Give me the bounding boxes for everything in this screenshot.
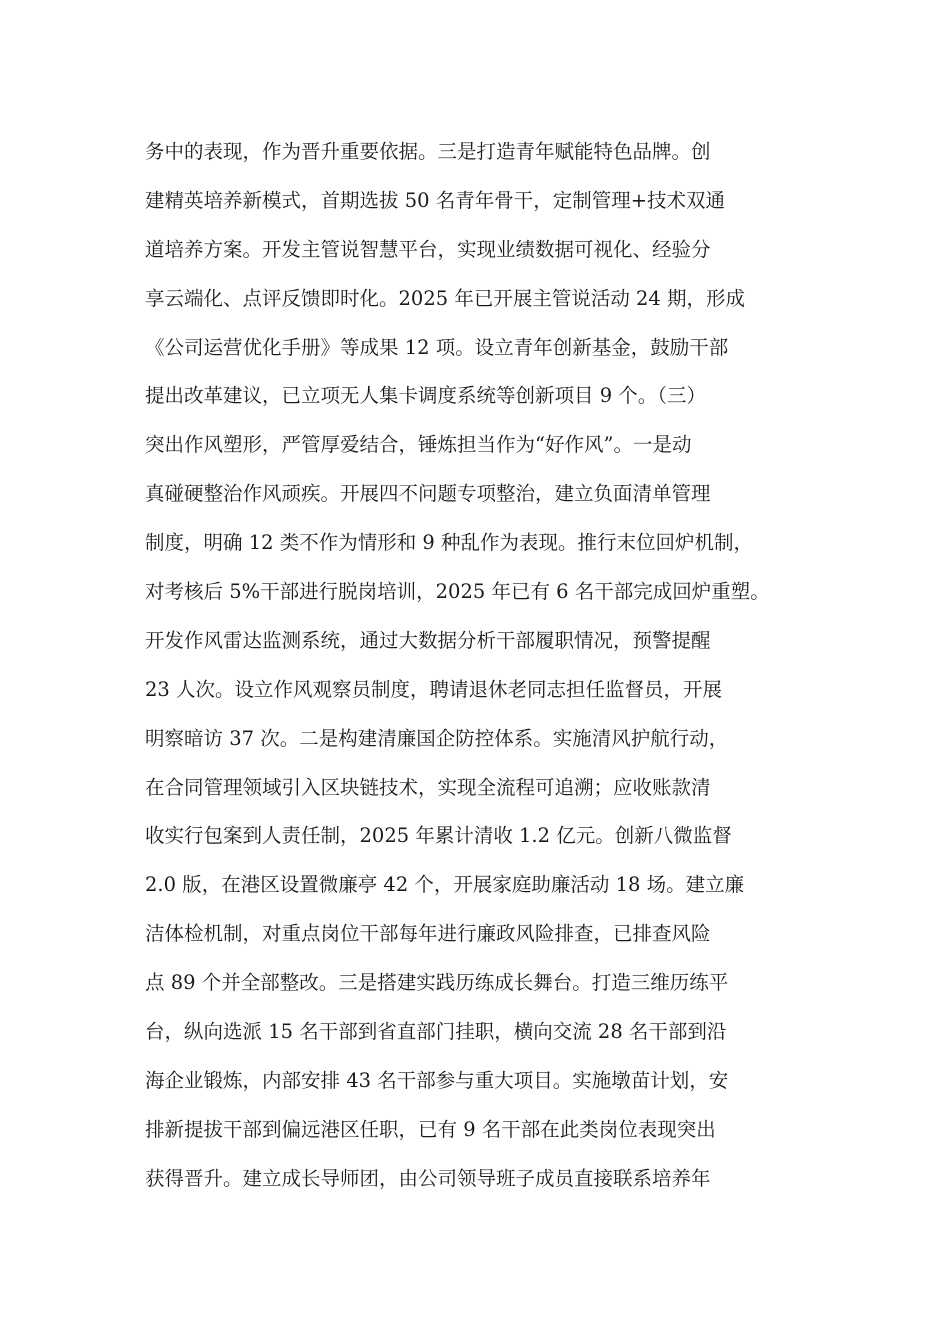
text-line: 《公司运营优化手册》等成果 12 项。设立青年创新基金，鼓励干部 bbox=[145, 335, 729, 359]
text-line: 突出作风塑形，严管厚爱结合，锤炼担当作为“好作风”。一是动 bbox=[145, 433, 692, 457]
text-line: 洁体检机制，对重点岗位干部每年进行廉政风险排查，已排查风险 bbox=[145, 922, 711, 946]
text-line: 提出改革建议，已立项无人集卡调度系统等创新项目 9 个。（三） bbox=[145, 384, 707, 408]
text-line: 获得晋升。建立成长导师团，由公司领导班子成员直接联系培养年 bbox=[145, 1166, 711, 1190]
text-line: 明察暗访 37 次。二是构建清廉国企防控体系。实施清风护航行动， bbox=[145, 726, 729, 750]
text-line: 道培养方案。开发主管说智慧平台，实现业绩数据可视化、经验分 bbox=[145, 237, 711, 261]
text-line: 在合同管理领域引入区块链技术，实现全流程可追溯；应收账款清 bbox=[145, 775, 711, 799]
text-line: 真碰硬整治作风顽疾。开展四不问题专项整治，建立负面清单管理 bbox=[145, 482, 711, 506]
text-line: 制度，明确 12 类不作为情形和 9 种乱作为表现。推行末位回炉机制， bbox=[145, 531, 754, 555]
text-line: 对考核后 5%干部进行脱岗培训，2025 年已有 6 名干部完成回炉重塑。 bbox=[145, 580, 770, 604]
text-line: 2.0 版，在港区设置微廉亭 42 个，开展家庭助廉活动 18 场。建立廉 bbox=[145, 873, 745, 897]
text-line: 点 89 个并全部整改。三是搭建实践历练成长舞台。打造三维历练平 bbox=[145, 971, 729, 995]
body-paragraph bbox=[145, 128, 845, 1204]
text-line: 海企业锻炼，内部安排 43 名干部参与重大项目。实施墩苗计划，安 bbox=[145, 1068, 729, 1092]
text-line: 开发作风雷达监测系统，通过大数据分析干部履职情况，预警提醒 bbox=[145, 628, 711, 652]
text-line: 排新提拔干部到偏远港区任职，已有 9 名干部在此类岗位表现突出 bbox=[145, 1117, 716, 1141]
text-line: 收实行包案到人责任制，2025 年累计清收 1.2 亿元。创新八微监督 bbox=[145, 824, 732, 848]
text-line: 23 人次。设立作风观察员制度，聘请退休老同志担任监督员，开展 bbox=[145, 677, 723, 701]
text-line: 台，纵向选派 15 名干部到省直部门挂职，横向交流 28 名干部到沿 bbox=[145, 1020, 727, 1044]
text-line: 享云端化、点评反馈即时化。2025 年已开展主管说活动 24 期，形成 bbox=[145, 286, 746, 310]
text-line: 务中的表现，作为晋升重要依据。三是打造青年赋能特色品牌。创 bbox=[145, 140, 711, 163]
text-line: 建精英培养新模式，首期选拔 50 名青年骨干，定制管理+技术双通 bbox=[145, 188, 726, 212]
